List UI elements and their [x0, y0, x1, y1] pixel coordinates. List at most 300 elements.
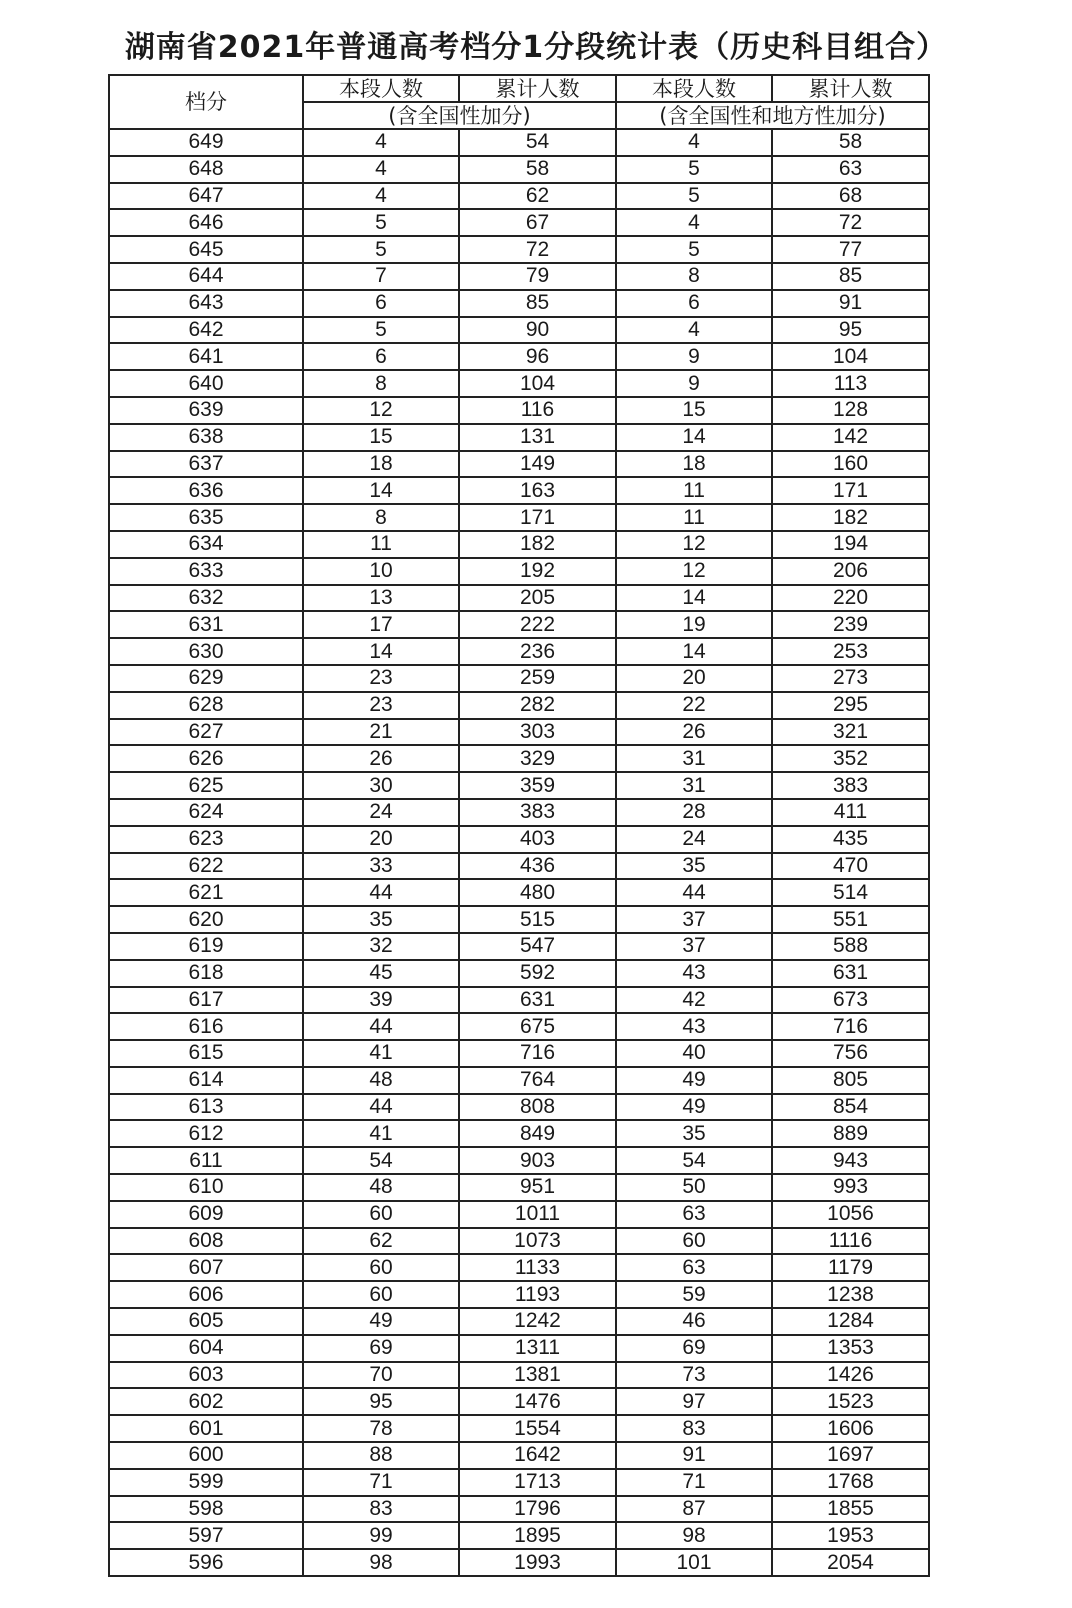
- table-row: [109, 1496, 929, 1523]
- count-local-cell: 59: [616, 1281, 772, 1308]
- cumulative-local-cell: 1697: [772, 1442, 929, 1469]
- cumulative-national-cell: 1713: [459, 1469, 616, 1496]
- cumulative-local-cell: 220: [772, 585, 929, 612]
- count-local-cell: 97: [616, 1388, 772, 1415]
- count-local-cell: 12: [616, 531, 772, 558]
- count-national-cell: 17: [303, 611, 459, 638]
- cumulative-local-cell: 1179: [772, 1254, 929, 1281]
- score-cell: 617: [109, 987, 303, 1014]
- count-national-cell: 44: [303, 1094, 459, 1121]
- cumulative-local-cell: 128: [772, 397, 929, 424]
- score-cell: 638: [109, 424, 303, 451]
- count-local-cell: 9: [616, 370, 772, 397]
- score-cell: 634: [109, 531, 303, 558]
- cumulative-national-cell: 79: [459, 263, 616, 290]
- count-local-cell: 4: [616, 209, 772, 236]
- table-row: [109, 826, 929, 853]
- cumulative-national-cell: 436: [459, 853, 616, 880]
- table-row: [109, 933, 929, 960]
- score-cell: 624: [109, 799, 303, 826]
- cumulative-national-cell: 1311: [459, 1335, 616, 1362]
- score-cell: 605: [109, 1308, 303, 1335]
- table-row: [109, 504, 929, 531]
- score-cell: 639: [109, 397, 303, 424]
- cumulative-national-cell: 182: [459, 531, 616, 558]
- table-row: [109, 1254, 929, 1281]
- count-local-cell: 49: [616, 1094, 772, 1121]
- cumulative-local-cell: 68: [772, 183, 929, 210]
- count-local-cell: 28: [616, 799, 772, 826]
- table-row: [109, 1067, 929, 1094]
- cumulative-local-cell: 1353: [772, 1335, 929, 1362]
- score-cell: 607: [109, 1254, 303, 1281]
- cumulative-local-cell: 411: [772, 799, 929, 826]
- cumulative-local-cell: 77: [772, 236, 929, 263]
- table-row: [109, 960, 929, 987]
- table-row: [109, 665, 929, 692]
- table-row: [109, 183, 929, 210]
- cumulative-local-cell: 1855: [772, 1496, 929, 1523]
- table-row: [109, 343, 929, 370]
- cumulative-local-cell: 805: [772, 1067, 929, 1094]
- score-cell: 598: [109, 1496, 303, 1523]
- score-cell: 642: [109, 317, 303, 344]
- table-row: [109, 611, 929, 638]
- cumulative-national-cell: 67: [459, 209, 616, 236]
- cumulative-local-cell: 91: [772, 290, 929, 317]
- cumulative-national-cell: 54: [459, 129, 616, 156]
- score-cell: 613: [109, 1094, 303, 1121]
- cumulative-local-cell: 1238: [772, 1281, 929, 1308]
- cumulative-national-cell: 236: [459, 638, 616, 665]
- count-local-cell: 71: [616, 1469, 772, 1496]
- cumulative-local-cell: 63: [772, 156, 929, 183]
- table-row: [109, 558, 929, 585]
- header-note-local: (含全国性和地方性加分): [616, 102, 929, 129]
- count-local-cell: 31: [616, 772, 772, 799]
- count-national-cell: 33: [303, 853, 459, 880]
- count-local-cell: 42: [616, 987, 772, 1014]
- count-local-cell: 91: [616, 1442, 772, 1469]
- count-national-cell: 5: [303, 236, 459, 263]
- score-cell: 644: [109, 263, 303, 290]
- cumulative-national-cell: 222: [459, 611, 616, 638]
- count-national-cell: 4: [303, 156, 459, 183]
- count-national-cell: 6: [303, 343, 459, 370]
- cumulative-local-cell: 182: [772, 504, 929, 531]
- count-national-cell: 14: [303, 477, 459, 504]
- cumulative-national-cell: 282: [459, 692, 616, 719]
- cumulative-local-cell: 85: [772, 263, 929, 290]
- cumulative-local-cell: 588: [772, 933, 929, 960]
- score-cell: 611: [109, 1147, 303, 1174]
- score-cell: 649: [109, 129, 303, 156]
- cumulative-local-cell: 1606: [772, 1415, 929, 1442]
- score-cell: 623: [109, 826, 303, 853]
- score-cell: 614: [109, 1067, 303, 1094]
- count-national-cell: 41: [303, 1120, 459, 1147]
- table-row: [109, 853, 929, 880]
- count-national-cell: 44: [303, 879, 459, 906]
- score-cell: 633: [109, 558, 303, 585]
- count-national-cell: 11: [303, 531, 459, 558]
- table-row: [109, 397, 929, 424]
- count-national-cell: 69: [303, 1335, 459, 1362]
- count-national-cell: 21: [303, 719, 459, 746]
- cumulative-local-cell: 352: [772, 745, 929, 772]
- cumulative-local-cell: 104: [772, 343, 929, 370]
- cumulative-national-cell: 149: [459, 451, 616, 478]
- table-row: [109, 1147, 929, 1174]
- cumulative-national-cell: 329: [459, 745, 616, 772]
- cumulative-local-cell: 943: [772, 1147, 929, 1174]
- table-row: [109, 719, 929, 746]
- cumulative-local-cell: 514: [772, 879, 929, 906]
- cumulative-local-cell: 716: [772, 1013, 929, 1040]
- count-national-cell: 26: [303, 745, 459, 772]
- count-local-cell: 50: [616, 1174, 772, 1201]
- score-cell: 635: [109, 504, 303, 531]
- table-row: [109, 129, 929, 156]
- cumulative-national-cell: 192: [459, 558, 616, 585]
- cumulative-local-cell: 206: [772, 558, 929, 585]
- cumulative-local-cell: 194: [772, 531, 929, 558]
- table-row: [109, 424, 929, 451]
- cumulative-national-cell: 72: [459, 236, 616, 263]
- count-national-cell: 60: [303, 1281, 459, 1308]
- count-national-cell: 8: [303, 504, 459, 531]
- table-row: [109, 1335, 929, 1362]
- table-row: [109, 317, 929, 344]
- count-local-cell: 22: [616, 692, 772, 719]
- table-row: [109, 799, 929, 826]
- cumulative-local-cell: 113: [772, 370, 929, 397]
- table-row: [109, 772, 929, 799]
- table-row: [109, 1120, 929, 1147]
- count-local-cell: 31: [616, 745, 772, 772]
- count-national-cell: 95: [303, 1388, 459, 1415]
- cumulative-national-cell: 1193: [459, 1281, 616, 1308]
- count-local-cell: 14: [616, 585, 772, 612]
- table-row: [109, 209, 929, 236]
- cumulative-national-cell: 58: [459, 156, 616, 183]
- cumulative-local-cell: 1284: [772, 1308, 929, 1335]
- score-cell: 636: [109, 477, 303, 504]
- count-local-cell: 87: [616, 1496, 772, 1523]
- cumulative-local-cell: 253: [772, 638, 929, 665]
- score-cell: 626: [109, 745, 303, 772]
- table-row: [109, 906, 929, 933]
- score-cell: 610: [109, 1174, 303, 1201]
- table-row: [109, 1442, 929, 1469]
- table-row: [109, 1469, 929, 1496]
- count-local-cell: 49: [616, 1067, 772, 1094]
- count-national-cell: 78: [303, 1415, 459, 1442]
- cumulative-national-cell: 1796: [459, 1496, 616, 1523]
- cumulative-local-cell: 58: [772, 129, 929, 156]
- count-national-cell: 5: [303, 209, 459, 236]
- cumulative-national-cell: 1011: [459, 1201, 616, 1228]
- cumulative-national-cell: 1554: [459, 1415, 616, 1442]
- score-cell: 599: [109, 1469, 303, 1496]
- count-national-cell: 49: [303, 1308, 459, 1335]
- cumulative-national-cell: 1642: [459, 1442, 616, 1469]
- cumulative-local-cell: 631: [772, 960, 929, 987]
- count-local-cell: 15: [616, 397, 772, 424]
- score-cell: 641: [109, 343, 303, 370]
- cumulative-national-cell: 104: [459, 370, 616, 397]
- table-row: [109, 879, 929, 906]
- cumulative-national-cell: 1895: [459, 1522, 616, 1549]
- score-cell: 612: [109, 1120, 303, 1147]
- cumulative-national-cell: 163: [459, 477, 616, 504]
- count-national-cell: 6: [303, 290, 459, 317]
- count-local-cell: 18: [616, 451, 772, 478]
- cumulative-local-cell: 1768: [772, 1469, 929, 1496]
- table-row: [109, 1094, 929, 1121]
- score-cell: 647: [109, 183, 303, 210]
- cumulative-local-cell: 239: [772, 611, 929, 638]
- count-local-cell: 14: [616, 638, 772, 665]
- table-row: [109, 370, 929, 397]
- cumulative-local-cell: 551: [772, 906, 929, 933]
- score-cell: 600: [109, 1442, 303, 1469]
- table-row: [109, 1040, 929, 1067]
- cumulative-local-cell: 295: [772, 692, 929, 719]
- cumulative-national-cell: 515: [459, 906, 616, 933]
- cumulative-local-cell: 756: [772, 1040, 929, 1067]
- count-local-cell: 11: [616, 477, 772, 504]
- count-national-cell: 44: [303, 1013, 459, 1040]
- score-cell: 616: [109, 1013, 303, 1040]
- count-local-cell: 12: [616, 558, 772, 585]
- count-national-cell: 98: [303, 1549, 459, 1576]
- table-body: [109, 129, 929, 1576]
- table-row: [109, 263, 929, 290]
- count-local-cell: 60: [616, 1228, 772, 1255]
- count-national-cell: 54: [303, 1147, 459, 1174]
- table-row: [109, 1362, 929, 1389]
- cumulative-national-cell: 90: [459, 317, 616, 344]
- count-national-cell: 23: [303, 692, 459, 719]
- cumulative-local-cell: 160: [772, 451, 929, 478]
- header-score: 档分: [109, 75, 303, 129]
- score-distribution-table: [108, 74, 930, 1577]
- cumulative-local-cell: 1953: [772, 1522, 929, 1549]
- table-row: [109, 745, 929, 772]
- table-row: [109, 1013, 929, 1040]
- count-national-cell: 71: [303, 1469, 459, 1496]
- cumulative-national-cell: 116: [459, 397, 616, 424]
- count-national-cell: 60: [303, 1201, 459, 1228]
- count-local-cell: 63: [616, 1254, 772, 1281]
- table-row: [109, 290, 929, 317]
- count-local-cell: 19: [616, 611, 772, 638]
- score-cell: 620: [109, 906, 303, 933]
- count-national-cell: 88: [303, 1442, 459, 1469]
- cumulative-local-cell: 273: [772, 665, 929, 692]
- count-local-cell: 5: [616, 236, 772, 263]
- count-local-cell: 4: [616, 129, 772, 156]
- cumulative-national-cell: 259: [459, 665, 616, 692]
- count-local-cell: 5: [616, 156, 772, 183]
- count-national-cell: 4: [303, 183, 459, 210]
- count-national-cell: 14: [303, 638, 459, 665]
- count-local-cell: 73: [616, 1362, 772, 1389]
- score-cell: 603: [109, 1362, 303, 1389]
- table-row: [109, 692, 929, 719]
- score-cell: 630: [109, 638, 303, 665]
- count-local-cell: 43: [616, 1013, 772, 1040]
- table-row: [109, 1388, 929, 1415]
- score-cell: 645: [109, 236, 303, 263]
- table-row: [109, 477, 929, 504]
- count-local-cell: 101: [616, 1549, 772, 1576]
- score-cell: 601: [109, 1415, 303, 1442]
- count-national-cell: 8: [303, 370, 459, 397]
- cumulative-national-cell: 1133: [459, 1254, 616, 1281]
- cumulative-national-cell: 205: [459, 585, 616, 612]
- count-local-cell: 6: [616, 290, 772, 317]
- score-cell: 643: [109, 290, 303, 317]
- cumulative-local-cell: 854: [772, 1094, 929, 1121]
- score-cell: 632: [109, 585, 303, 612]
- header-cumulative-local: 累计人数: [772, 75, 929, 102]
- score-cell: 618: [109, 960, 303, 987]
- score-cell: 596: [109, 1549, 303, 1576]
- table-row: [109, 1522, 929, 1549]
- table-row: [109, 1201, 929, 1228]
- cumulative-national-cell: 171: [459, 504, 616, 531]
- cumulative-national-cell: 1381: [459, 1362, 616, 1389]
- document-title: 湖南省2021年普通高考档分1分段统计表（历史科目组合）: [124, 30, 948, 65]
- score-cell: 622: [109, 853, 303, 880]
- header-count-national: 本段人数: [303, 75, 459, 102]
- count-national-cell: 13: [303, 585, 459, 612]
- cumulative-national-cell: 1993: [459, 1549, 616, 1576]
- cumulative-national-cell: 383: [459, 799, 616, 826]
- cumulative-national-cell: 1242: [459, 1308, 616, 1335]
- cumulative-local-cell: 1523: [772, 1388, 929, 1415]
- header-count-local: 本段人数: [616, 75, 772, 102]
- count-local-cell: 20: [616, 665, 772, 692]
- score-cell: 628: [109, 692, 303, 719]
- count-local-cell: 54: [616, 1147, 772, 1174]
- score-cell: 608: [109, 1228, 303, 1255]
- score-cell: 604: [109, 1335, 303, 1362]
- count-local-cell: 37: [616, 933, 772, 960]
- count-national-cell: 15: [303, 424, 459, 451]
- count-national-cell: 18: [303, 451, 459, 478]
- count-local-cell: 44: [616, 879, 772, 906]
- cumulative-local-cell: 1426: [772, 1362, 929, 1389]
- score-cell: 615: [109, 1040, 303, 1067]
- cumulative-national-cell: 808: [459, 1094, 616, 1121]
- cumulative-local-cell: 2054: [772, 1549, 929, 1576]
- table-row: [109, 1228, 929, 1255]
- cumulative-national-cell: 96: [459, 343, 616, 370]
- cumulative-national-cell: 403: [459, 826, 616, 853]
- count-local-cell: 5: [616, 183, 772, 210]
- cumulative-national-cell: 62: [459, 183, 616, 210]
- score-cell: 627: [109, 719, 303, 746]
- count-national-cell: 48: [303, 1174, 459, 1201]
- count-local-cell: 46: [616, 1308, 772, 1335]
- count-national-cell: 7: [303, 263, 459, 290]
- cumulative-national-cell: 480: [459, 879, 616, 906]
- count-local-cell: 11: [616, 504, 772, 531]
- score-cell: 621: [109, 879, 303, 906]
- cumulative-local-cell: 993: [772, 1174, 929, 1201]
- table-row: [109, 638, 929, 665]
- count-national-cell: 12: [303, 397, 459, 424]
- header-cumulative-national: 累计人数: [459, 75, 616, 102]
- count-local-cell: 35: [616, 1120, 772, 1147]
- score-cell: 640: [109, 370, 303, 397]
- count-national-cell: 70: [303, 1362, 459, 1389]
- table-row: [109, 585, 929, 612]
- count-local-cell: 24: [616, 826, 772, 853]
- cumulative-local-cell: 383: [772, 772, 929, 799]
- table-row: [109, 1174, 929, 1201]
- cumulative-national-cell: 849: [459, 1120, 616, 1147]
- table-header: [109, 75, 929, 129]
- count-national-cell: 10: [303, 558, 459, 585]
- score-cell: 625: [109, 772, 303, 799]
- cumulative-national-cell: 903: [459, 1147, 616, 1174]
- table-row: [109, 1549, 929, 1576]
- cumulative-national-cell: 1073: [459, 1228, 616, 1255]
- cumulative-national-cell: 592: [459, 960, 616, 987]
- count-national-cell: 4: [303, 129, 459, 156]
- cumulative-local-cell: 889: [772, 1120, 929, 1147]
- score-cell: 597: [109, 1522, 303, 1549]
- cumulative-local-cell: 470: [772, 853, 929, 880]
- count-national-cell: 5: [303, 317, 459, 344]
- cumulative-local-cell: 1116: [772, 1228, 929, 1255]
- count-national-cell: 60: [303, 1254, 459, 1281]
- cumulative-national-cell: 764: [459, 1067, 616, 1094]
- score-cell: 637: [109, 451, 303, 478]
- table-row: [109, 156, 929, 183]
- count-local-cell: 43: [616, 960, 772, 987]
- count-local-cell: 40: [616, 1040, 772, 1067]
- header-note-national: (含全国性加分): [303, 102, 616, 129]
- cumulative-local-cell: 673: [772, 987, 929, 1014]
- score-cell: 602: [109, 1388, 303, 1415]
- cumulative-local-cell: 142: [772, 424, 929, 451]
- count-national-cell: 39: [303, 987, 459, 1014]
- cumulative-national-cell: 359: [459, 772, 616, 799]
- score-cell: 609: [109, 1201, 303, 1228]
- table-row: [109, 987, 929, 1014]
- count-national-cell: 83: [303, 1496, 459, 1523]
- score-cell: 619: [109, 933, 303, 960]
- count-local-cell: 37: [616, 906, 772, 933]
- score-cell: 631: [109, 611, 303, 638]
- count-local-cell: 26: [616, 719, 772, 746]
- count-local-cell: 35: [616, 853, 772, 880]
- count-national-cell: 45: [303, 960, 459, 987]
- cumulative-local-cell: 171: [772, 477, 929, 504]
- cumulative-national-cell: 631: [459, 987, 616, 1014]
- score-cell: 606: [109, 1281, 303, 1308]
- count-local-cell: 4: [616, 317, 772, 344]
- table-row: [109, 451, 929, 478]
- count-local-cell: 9: [616, 343, 772, 370]
- count-national-cell: 32: [303, 933, 459, 960]
- cumulative-national-cell: 1476: [459, 1388, 616, 1415]
